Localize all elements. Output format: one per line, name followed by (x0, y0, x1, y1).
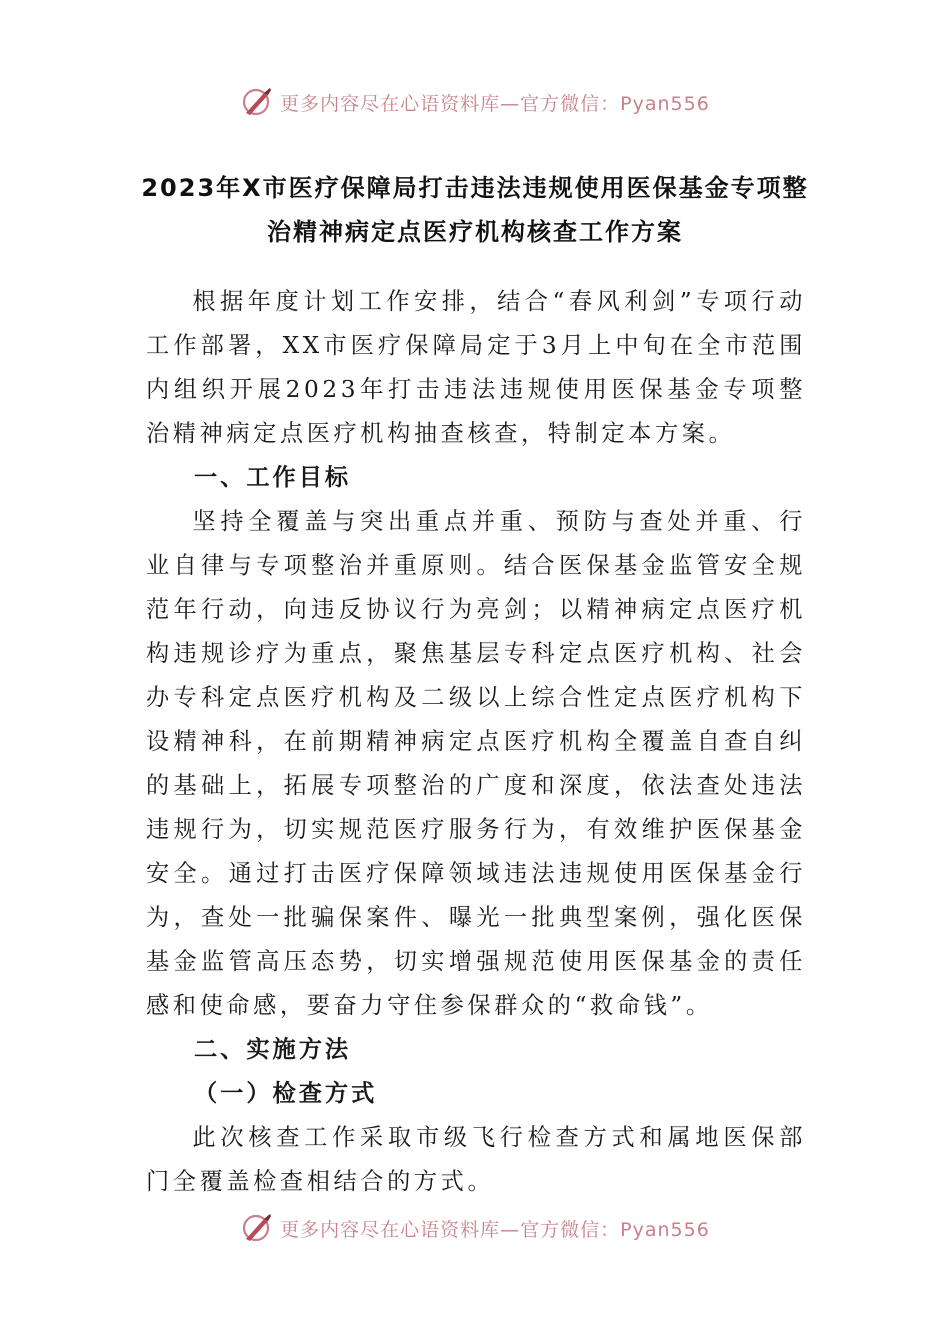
pen-circle-logo-icon (240, 1211, 274, 1245)
section-1-paragraph: 坚持全覆盖与突出重点并重、预防与查处并重、行业自律与专项整治并重原则。结合医保基金监管安全规范年行动，向违反协议行为亮剑；以精神病定点医疗机构违规诊疗为重点，聚焦基层专科定点医疗机构、社会办专科定点医疗机构及二级以上综合性定点医疗机构下设精神科，在前期精神病定点医疗机构全覆盖自查自纠的基础上，拓展专项整治的广度和深度，依法查处违法违规行为，切实规范医疗服务行为，有效维护医保基金安全。通过打击医疗保障领域违法违规使用医保基金行为，查处一批骗保案件、曝光一批典型案例，强化医保基金监管高压态势，切实增强规范使用医保基金的责任感和使命感，要奋力守住参保群众的“救命钱”。 (146, 508, 806, 1019)
watermark-text: 更多内容尽在心语资料库—官方微信：Pyan556 (280, 1218, 710, 1241)
subsection-1-paragraph: 此次核查工作采取市级飞行检查方式和属地医保部门全覆盖检查相结合的方式。 (146, 1124, 806, 1195)
watermark-text: 更多内容尽在心语资料库—官方微信：Pyan556 (280, 92, 710, 115)
document-title (100, 166, 850, 254)
watermark-banner-top (0, 82, 950, 122)
section-2-heading: 二、实施方法 (194, 1036, 352, 1063)
document-body (146, 280, 806, 1204)
watermark-banner-bottom (0, 1208, 950, 1248)
section-1-heading: 一、工作目标 (194, 464, 352, 491)
subsection-1-heading: （一）检查方式 (194, 1080, 378, 1107)
pen-circle-logo-icon (240, 85, 274, 119)
title-line-2: 治精神病定点医疗机构核查工作方案 (267, 218, 683, 246)
title-line-1: 2023年X市医疗保障局打击违法违规使用医保基金专项整 (141, 174, 809, 202)
intro-paragraph: 根据年度计划工作安排，结合“春风利剑”专项行动工作部署，XX市医疗保障局定于3月上中旬在全市范围内组织开展2023年打击违法违规使用医保基金专项整治精神病定点医疗机构抽查核查，特制定本方案。 (146, 288, 806, 447)
